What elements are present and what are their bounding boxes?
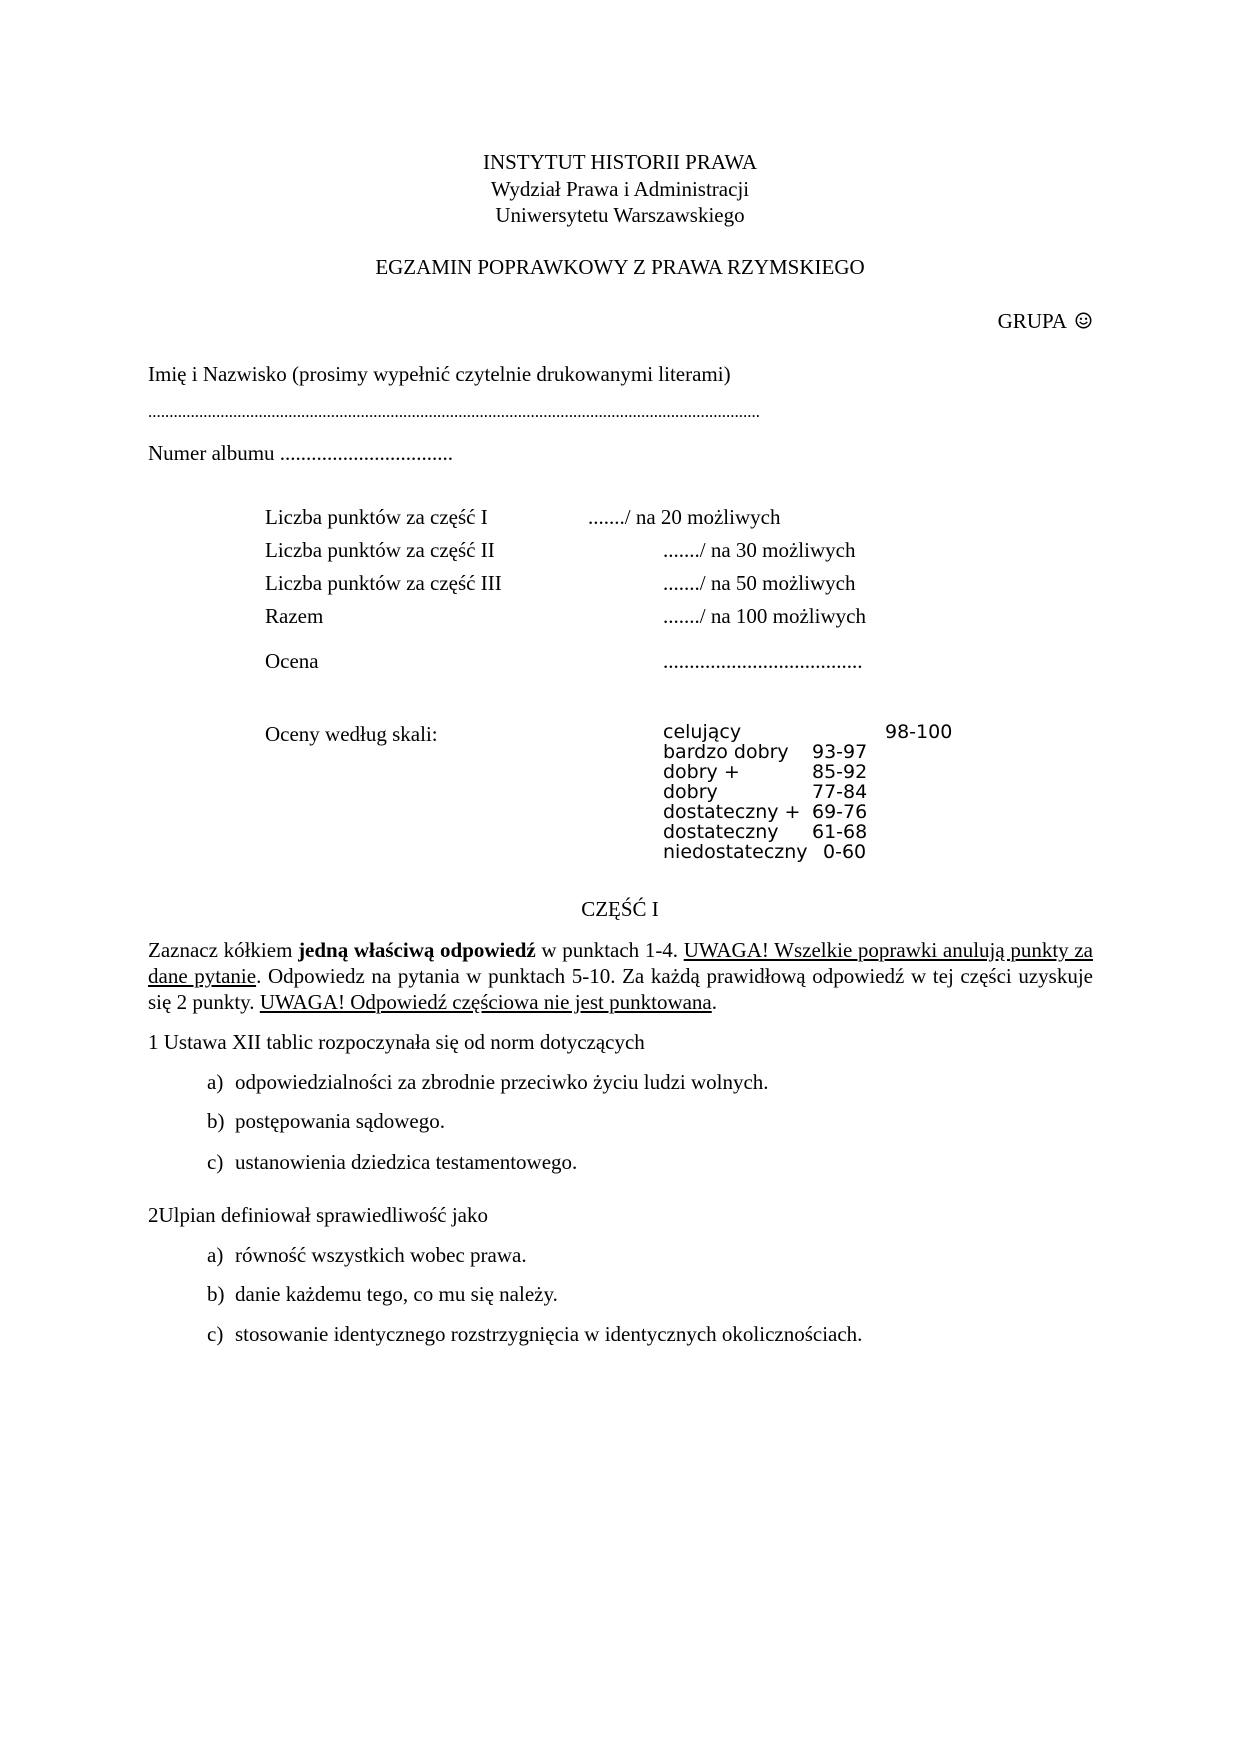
grade-row — [663, 841, 867, 863]
grade-range: 98-100 — [885, 721, 953, 743]
answer-letter: a) — [207, 1070, 224, 1094]
grade-range: 93-97 — [812, 741, 868, 763]
score-value-total[interactable]: ......./ na 100 możliwych — [663, 604, 866, 628]
answer-1b[interactable]: postępowania sądowego. — [235, 1109, 445, 1133]
grade-range: 85-92 — [812, 761, 868, 783]
grade-name: niedostateczny — [663, 841, 808, 863]
intro-text: Zaznacz kółkiem — [148, 938, 299, 962]
question-2-text: 2Ulpian definiował sprawiedliwość jako — [148, 1203, 488, 1227]
intro-text: w punktach 1-4. — [535, 938, 684, 962]
name-label: Imię i Nazwisko (prosimy wypełnić czytelnie drukowanymi literami) — [148, 362, 731, 386]
answer-letter: c) — [207, 1322, 224, 1346]
grade-range: 61-68 — [812, 821, 868, 843]
question-1-text: 1 Ustawa XII tablic rozpoczynała się od norm dotyczących — [148, 1030, 645, 1054]
score-label-part3: Liczba punktów za część III — [265, 571, 502, 595]
part1-title: CZĘŚĆ I — [581, 897, 659, 921]
intro-warning: UWAGA! Wszelkie poprawki anulują punkty za dane pytanie — [148, 938, 1093, 988]
intro-text: . Odpowiedz na pytania w punktach 5-10. Za każdą prawidłową odpowiedź w tej części uzyskuje się 2 punkty. — [148, 964, 1094, 1014]
intro-warning: UWAGA! Odpowiedź częściowa nie jest punktowana — [259, 990, 712, 1014]
grade-name: dostateczny — [663, 821, 779, 843]
grade-name: celujący — [663, 721, 742, 743]
answer-1a[interactable]: odpowiedzialności za zbrodnie przeciwko życiu ludzi wolnych. — [235, 1070, 769, 1094]
grade-range: 0-60 — [823, 841, 867, 863]
smiley-icon — [1075, 312, 1092, 329]
answer-letter: a) — [207, 1243, 224, 1267]
grade-name: dostateczny + — [663, 801, 801, 823]
grade-row — [663, 801, 868, 823]
grade-name: dobry + — [663, 761, 740, 783]
grade-name: bardzo dobry — [663, 741, 789, 763]
grade-row — [663, 761, 868, 783]
score-label-part2: Liczba punktów za część II — [265, 538, 495, 562]
answer-2a[interactable]: równość wszystkich wobec prawa. — [235, 1243, 527, 1267]
grade-scale — [663, 721, 953, 863]
answer-2c[interactable]: stosowanie identycznego rozstrzygnięcia w identycznych okolicznościach. — [235, 1322, 863, 1346]
faculty-name: Wydział Prawa i Administracji — [490, 177, 750, 201]
grade-range: 77-84 — [812, 781, 868, 803]
grade-row — [663, 821, 868, 843]
grade-label: Ocena — [265, 649, 319, 673]
intro-bold: jedną właściwą odpowiedź — [298, 938, 536, 962]
answer-letter: c) — [207, 1150, 224, 1174]
part1-instructions — [148, 937, 1093, 1015]
score-label-total: Razem — [265, 604, 324, 628]
group-label-wrap — [998, 309, 1092, 334]
university-name: Uniwersytetu Warszawskiego — [495, 203, 745, 227]
group-label: GRUPA — [997, 309, 1066, 333]
grade-row — [663, 741, 868, 763]
intro-text: . — [711, 990, 718, 1014]
institute-name: INSTYTUT HISTORII PRAWA — [482, 150, 758, 174]
answer-2b[interactable]: danie każdemu tego, co mu się należy. — [235, 1282, 558, 1306]
grade-name: dobry — [663, 781, 718, 803]
score-label-part1: Liczba punktów za część I — [265, 505, 488, 529]
answer-letter: b) — [207, 1282, 225, 1306]
name-field[interactable]: ................................................................................................................................................ — [148, 402, 760, 421]
grade-field[interactable]: ...................................... — [663, 649, 863, 673]
grade-row — [663, 781, 868, 803]
album-label[interactable]: Numer albumu ................................. — [148, 441, 454, 465]
score-value-part1[interactable]: ......./ na 20 możliwych — [588, 505, 781, 529]
grade-range: 69-76 — [812, 801, 868, 823]
exam-title: EGZAMIN POPRAWKOWY Z PRAWA RZYMSKIEGO — [375, 255, 865, 279]
answer-letter: b) — [207, 1109, 225, 1133]
answer-1c[interactable]: ustanowienia dziedzica testamentowego. — [235, 1150, 578, 1174]
grade-row — [663, 721, 953, 743]
scale-label: Oceny według skali: — [265, 722, 438, 746]
score-value-part2[interactable]: ......./ na 30 możliwych — [663, 538, 856, 562]
score-value-part3[interactable]: ......./ na 50 możliwych — [663, 571, 856, 595]
